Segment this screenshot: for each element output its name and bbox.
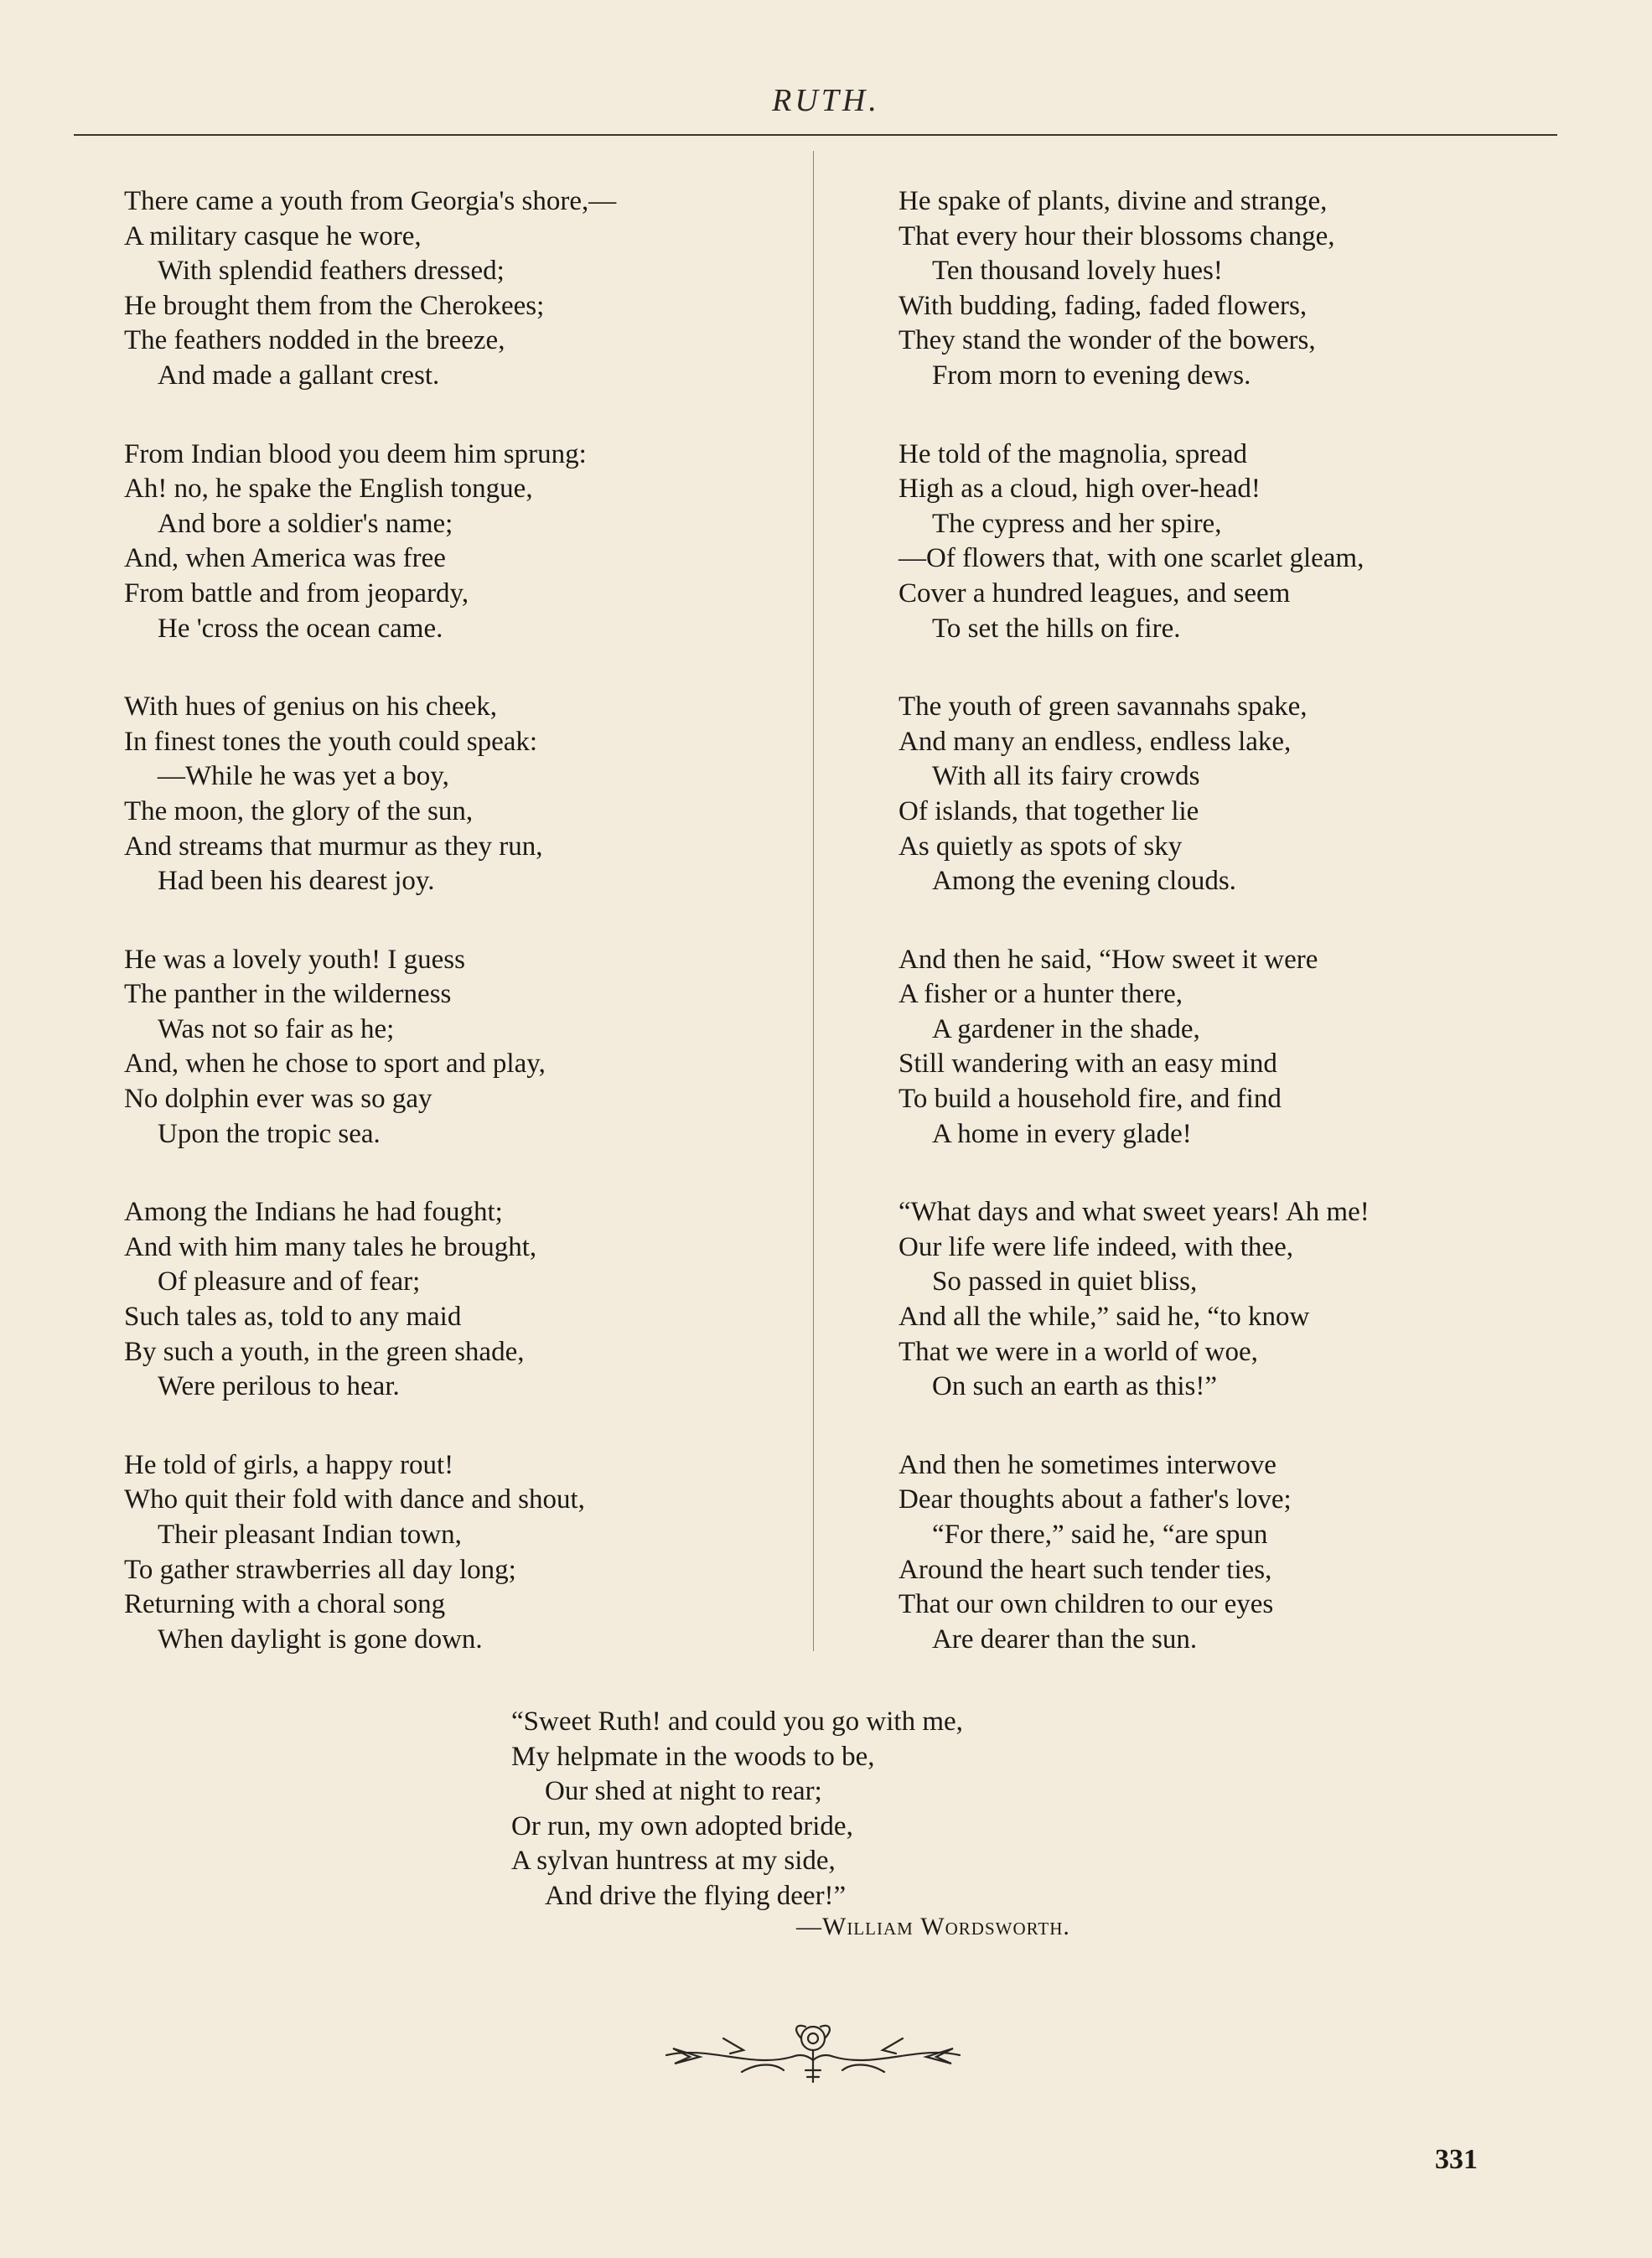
poem-line: Had been his dearest joy. — [158, 866, 435, 897]
poem-line: And then he sometimes interwove — [899, 1449, 1277, 1480]
poem-line: —Of flowers that, with one scarlet gleam, — [899, 543, 1365, 574]
author-last-name: Wordsworth. — [920, 1913, 1070, 1940]
poem-line: Are dearer than the sun. — [932, 1624, 1198, 1655]
poem-line: And drive the flying deer!” — [545, 1880, 847, 1911]
poem-line: And all the while,” said he, “to know — [899, 1302, 1310, 1333]
poem-line: The youth of green savannahs spake, — [899, 691, 1308, 722]
stanza — [124, 438, 811, 647]
stanza — [899, 943, 1586, 1152]
author-attribution — [796, 1913, 1070, 1941]
poem-line: From morn to evening dews. — [932, 360, 1251, 391]
poem-line: With all its fairy crowds — [932, 761, 1200, 792]
stanza — [899, 184, 1586, 394]
poem-line: When daylight is gone down. — [158, 1624, 483, 1655]
poem-line: “Sweet Ruth! and could you go with me, — [511, 1706, 963, 1737]
poem-line: Of islands, that together lie — [899, 795, 1199, 826]
stanza — [899, 690, 1586, 899]
poem-line: So passed in quiet bliss, — [932, 1266, 1198, 1297]
poem-line: And streams that murmur as they run, — [124, 831, 543, 862]
poem-line: “For there,” said he, “are spun — [932, 1520, 1268, 1550]
stanza — [124, 1195, 811, 1405]
stanza — [124, 1448, 811, 1658]
header-rule — [74, 134, 1557, 136]
poem-line: To gather strawberries all day long; — [124, 1554, 516, 1585]
stanza — [124, 184, 811, 394]
stanza — [899, 1448, 1586, 1658]
poem-line: And made a gallant crest. — [158, 360, 440, 391]
poem-line: A home in every glade! — [932, 1118, 1192, 1149]
poem-line: And with him many tales he brought, — [124, 1231, 537, 1262]
poem-line: Such tales as, told to any maid — [124, 1302, 462, 1333]
poem-line: In finest tones the youth could speak: — [124, 726, 538, 757]
poem-line: Around the heart such tender ties, — [899, 1554, 1272, 1585]
stanza — [899, 438, 1586, 647]
poem-line: Were perilous to hear. — [158, 1371, 400, 1402]
poem-line: Of pleasure and of fear; — [158, 1266, 421, 1297]
poem-line: With splendid feathers dressed; — [158, 256, 505, 287]
floral-vignette-icon — [650, 2020, 976, 2087]
poem-line: And, when America was free — [124, 543, 446, 574]
poem-line: A sylvan huntress at my side, — [511, 1846, 836, 1877]
poem-line: And, when he chose to sport and play, — [124, 1049, 546, 1080]
stanza — [124, 690, 811, 899]
poem-line: Among the Indians he had fought; — [124, 1197, 503, 1228]
poem-line: My helpmate in the woods to be, — [511, 1741, 875, 1772]
poem-line: Among the evening clouds. — [932, 866, 1236, 897]
poem-line: To set the hills on fire. — [932, 613, 1181, 644]
poem-line: By such a youth, in the green shade, — [124, 1336, 525, 1367]
poem-line: The feathers nodded in the breeze, — [124, 325, 505, 356]
poem-line: From Indian blood you deem him sprung: — [124, 438, 587, 469]
poem-line: They stand the wonder of the bowers, — [899, 325, 1316, 356]
poem-line: He 'cross the ocean came. — [158, 613, 443, 644]
poem-line: Ten thousand lovely hues! — [932, 256, 1223, 287]
poem-line: A gardener in the shade, — [932, 1013, 1200, 1044]
poem-line: Upon the tropic sea. — [158, 1118, 381, 1149]
poem-line: There came a youth from Georgia's shore,— — [124, 186, 617, 216]
poem-line: Our shed at night to rear; — [545, 1776, 822, 1807]
poem-line: With budding, fading, faded flowers, — [899, 290, 1308, 321]
poem-line: The panther in the wilderness — [124, 979, 452, 1010]
poem-line: He spake of plants, divine and strange, — [899, 186, 1328, 216]
poem-line: A fisher or a hunter there, — [899, 979, 1183, 1010]
poem-line: Returning with a choral song — [124, 1589, 446, 1620]
poem-line: And bore a soldier's name; — [158, 508, 453, 539]
poem-line: The cypress and her spire, — [932, 508, 1222, 539]
poem-line: Their pleasant Indian town, — [158, 1520, 462, 1550]
poem-line: Ah! no, he spake the English tongue, — [124, 474, 533, 505]
stanza — [124, 943, 811, 1152]
poem-line: Was not so fair as he; — [158, 1013, 395, 1044]
attribution-dash: — — [796, 1913, 822, 1940]
poem-line: Cover a hundred leagues, and seem — [899, 577, 1291, 609]
poem-line: That every hour their blossoms change, — [899, 220, 1335, 251]
page-number: 331 — [1435, 2144, 1478, 2175]
author-first-name: William — [822, 1913, 914, 1940]
poem-line: “What days and what sweet years! Ah me! — [899, 1197, 1370, 1228]
poem-line: Still wandering with an easy mind — [899, 1049, 1277, 1080]
poem-line: From battle and from jeopardy, — [124, 577, 469, 609]
poem-line: He told of the magnolia, spread — [899, 438, 1248, 469]
poem-line: With hues of genius on his cheek, — [124, 691, 498, 722]
poem-line: Who quit their fold with dance and shout, — [124, 1484, 585, 1515]
poem-line: —While he was yet a boy, — [158, 761, 449, 792]
poem-line: On such an earth as this!” — [932, 1371, 1217, 1402]
poem-line: Our life were life indeed, with thee, — [899, 1231, 1293, 1262]
poem-line: High as a cloud, high over-head! — [899, 474, 1261, 505]
poem-line: That we were in a world of woe, — [899, 1336, 1258, 1367]
poem-line: That our own children to our eyes — [899, 1589, 1274, 1620]
poem-line: To build a household fire, and find — [899, 1084, 1282, 1115]
poem-line: He brought them from the Cherokees; — [124, 290, 545, 321]
running-title: RUTH. — [772, 83, 880, 118]
poem-line: He was a lovely youth! I guess — [124, 944, 465, 975]
poem-line: Dear thoughts about a father's love; — [899, 1484, 1292, 1515]
poem-line: He told of girls, a happy rout! — [124, 1449, 454, 1480]
left-column — [124, 184, 811, 1701]
poem-line: The moon, the glory of the sun, — [124, 795, 474, 826]
poem-line: Or run, my own adopted bride, — [511, 1810, 853, 1841]
column-divider — [813, 151, 814, 1651]
right-column — [899, 184, 1586, 1701]
poem-line: No dolphin ever was so gay — [124, 1084, 432, 1115]
stanza — [899, 1195, 1586, 1405]
poem-line: And then he said, “How sweet it were — [899, 944, 1318, 975]
poem-line: A military casque he wore, — [124, 220, 422, 251]
poem-line: And many an endless, endless lake, — [899, 726, 1292, 757]
final-stanza — [511, 1705, 1266, 1914]
poem-line: As quietly as spots of sky — [899, 831, 1183, 862]
